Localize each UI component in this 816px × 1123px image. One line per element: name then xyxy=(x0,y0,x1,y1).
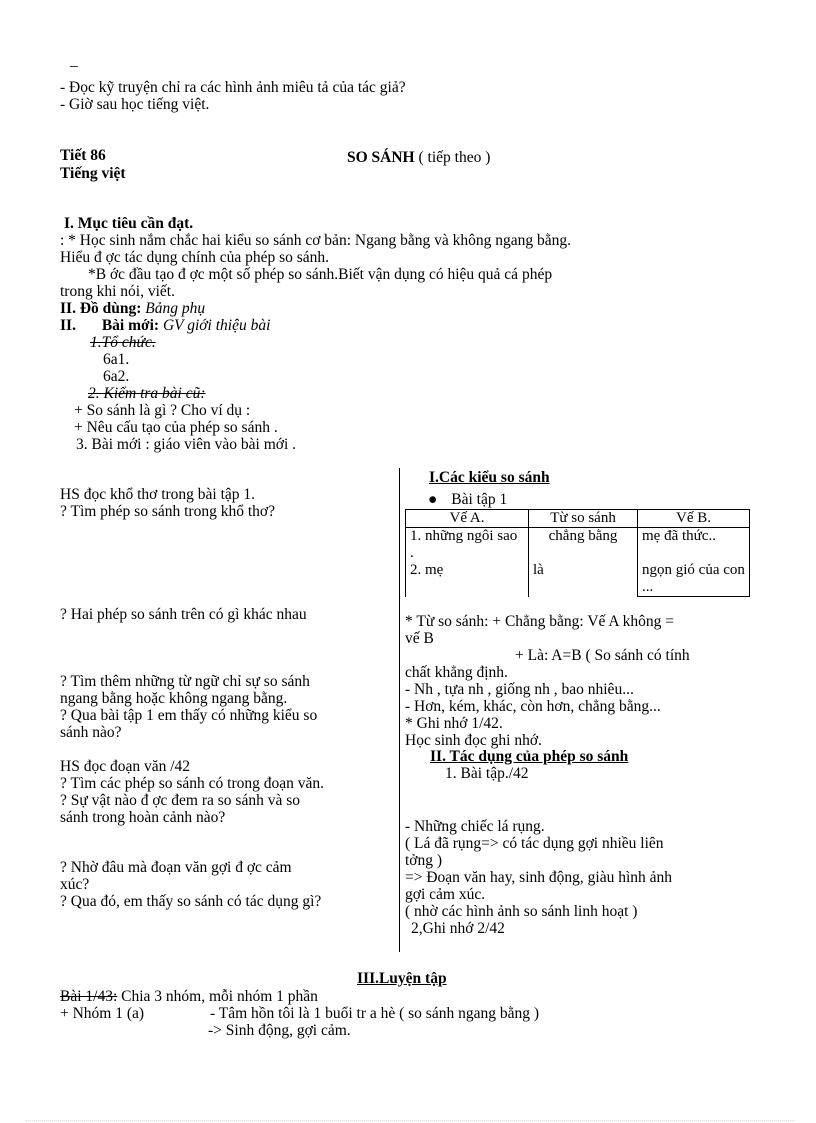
right-line-11: ( Lá đã rụng=> có tác dụng gợi nhiều liên xyxy=(405,835,664,852)
cell-text: mẹ đã thức.. xyxy=(642,528,716,544)
left-line-14: ? Qua đó, em thấy so sánh có tác dụng gì? xyxy=(60,893,322,910)
bullet-icon: ● xyxy=(428,491,438,508)
comparison-table xyxy=(405,509,750,597)
title-note: ( tiếp theo ) xyxy=(418,149,491,166)
memo-2: 2,Ghi nhớ 2/42 xyxy=(411,920,505,937)
page-bottom-border xyxy=(25,1120,795,1121)
exercise-1-effects: 1. Bài tập./42 xyxy=(445,765,529,782)
review-question-1: + So sánh là gì ? Cho ví dụ : xyxy=(74,402,251,419)
group-1-text: - Tâm hồn tôi là 1 buổi tr a hè ( so sánh ngang bằng ) xyxy=(210,1005,540,1022)
materials-label: II. Đồ dùng: xyxy=(60,300,142,317)
left-line-9: ? Tìm các phép so sánh có trong đoạn văn. xyxy=(60,775,324,792)
materials-line xyxy=(60,300,205,317)
objective-1-a: : * Học sinh nắm chắc hai kiểu so sánh cơ bản: Ngang bằng và không ngang bằng. xyxy=(60,232,571,249)
left-line-13: xúc? xyxy=(60,876,90,893)
cell-text: chẳng bằng xyxy=(548,528,618,544)
subject: Tiếng việt xyxy=(60,165,126,182)
right-line-10: - Những chiếc lá rụng. xyxy=(405,818,545,835)
lesson-number: Tiết 86 xyxy=(60,147,106,164)
left-line-2: ? Tìm phép so sánh trong khổ thơ? xyxy=(60,503,275,520)
homework-line-1: - Đọc kỹ truyện chỉ ra các hình ảnh miêu tả của tác giả? xyxy=(60,79,406,96)
class-6a1: 6a1. xyxy=(103,351,130,368)
objectives-heading: I. Mục tiêu cần đạt. xyxy=(64,215,194,232)
practice-exercise xyxy=(60,988,318,1005)
right-line-8: Học sinh đọc ghi nhớ. xyxy=(405,732,542,749)
effects-heading: II. Tác dụng của phép so sánh xyxy=(430,748,629,765)
table-header-row xyxy=(406,510,750,528)
table-header: Vế A. xyxy=(406,510,529,528)
cell-text: 1. những ngôi sao . xyxy=(410,528,518,561)
table-header: Vế B. xyxy=(638,510,750,528)
left-line-7: sánh nào? xyxy=(60,724,122,741)
left-line-8: HS đọc đoạn văn /42 xyxy=(60,758,191,775)
new-lesson-num: II. xyxy=(60,317,76,334)
exercise-1-bullet xyxy=(428,491,507,508)
right-line-5: - Nh , tựa nh , giống nh , bao nhiêu... xyxy=(405,681,634,698)
materials-value: Bảng phụ xyxy=(145,300,206,317)
practice-exercise-text: Chia 3 nhóm, mỗi nhóm 1 phần xyxy=(117,988,318,1005)
left-line-11: sánh trong hoàn cảnh nào? xyxy=(60,809,226,826)
right-line-7: * Ghi nhớ 1/42. xyxy=(405,715,503,732)
practice-exercise-label: Bài 1/43: xyxy=(60,988,118,1005)
group-1-label: + Nhóm 1 (a) xyxy=(60,1005,145,1022)
page-title xyxy=(347,149,490,166)
right-line-15: ( nhờ các hình ảnh so sánh linh hoạt ) xyxy=(405,903,638,920)
table-cell xyxy=(406,528,529,597)
table-row xyxy=(406,528,750,597)
review-question-2: + Nêu cấu tạo của phép so sánh . xyxy=(74,419,278,436)
table-header: Từ so sánh xyxy=(529,510,638,528)
right-line-6: - Hơn, kém, khác, còn hơn, chẳng bằng... xyxy=(405,698,661,715)
exercise-1-label: Bài tập 1 xyxy=(451,491,508,508)
left-line-10: ? Sự vật nào đ ợc đem ra so sánh và so xyxy=(60,792,301,809)
top-dash: _ xyxy=(70,52,78,69)
objective-2-a: *B ớc đầu tạo đ ợc một số phép so sánh.Biết vận dụng có hiệu quả cá phép xyxy=(88,266,553,283)
objective-2-b: trong khi nói, viết. xyxy=(60,283,175,300)
table-cell xyxy=(638,528,750,597)
class-6a2: 6a2. xyxy=(103,368,130,385)
new-lesson-line xyxy=(60,317,270,334)
organization-heading: 1.Tổ chức. xyxy=(90,334,156,351)
title-main: SO SÁNH xyxy=(347,149,415,166)
right-line-13: => Đoạn văn hay, sinh động, giàu hình ảnh xyxy=(405,869,673,886)
left-line-1: HS đọc khổ thơ trong bài tập 1. xyxy=(60,486,256,503)
objective-1-b: Hiểu đ ợc tác dụng chính của phép so sánh. xyxy=(60,249,330,266)
review-heading: 2. Kiểm tra bài cũ: xyxy=(88,385,206,402)
cell-text: ngọn gió của con ... xyxy=(642,562,745,595)
left-line-3: ? Hai phép so sánh trên có gì khác nhau xyxy=(60,606,307,623)
practice-heading: III.Luyện tập xyxy=(357,970,447,987)
compare-types-heading: I.Các kiểu so sánh xyxy=(429,469,550,486)
right-line-12: tởng ) xyxy=(405,852,443,869)
group-1-result: -> Sinh động, gợi cảm. xyxy=(208,1022,351,1039)
table-cell xyxy=(529,528,638,597)
left-line-5: ngang bằng hoặc không ngang bằng. xyxy=(60,690,288,707)
left-line-6: ? Qua bài tập 1 em thấy có những kiểu so xyxy=(60,707,318,724)
column-divider xyxy=(399,468,400,952)
cell-text: là xyxy=(533,562,544,578)
right-line-14: gợi cảm xúc. xyxy=(405,886,486,903)
new-lesson-value: GV giới thiệu bài xyxy=(162,317,271,334)
new-lesson-intro: 3. Bài mới : giáo viên vào bài mới . xyxy=(76,436,297,453)
left-line-4: ? Tìm thêm những từ ngữ chỉ sự so sánh xyxy=(60,673,310,690)
right-line-1: * Từ so sánh: + Chẳng bằng: Vế A không = xyxy=(405,613,675,630)
cell-text: 2. mẹ xyxy=(410,562,444,578)
right-line-2: vế B xyxy=(405,630,434,647)
new-lesson-label: Bài mới: xyxy=(101,317,160,334)
right-line-3: + Là: A=B ( So sánh có tính xyxy=(515,647,690,664)
homework-line-2: - Giờ sau học tiếng việt. xyxy=(60,96,210,113)
left-line-12: ? Nhờ đâu mà đoạn văn gợi đ ợc cảm xyxy=(60,859,292,876)
right-line-4: chất khẳng định. xyxy=(405,664,508,681)
